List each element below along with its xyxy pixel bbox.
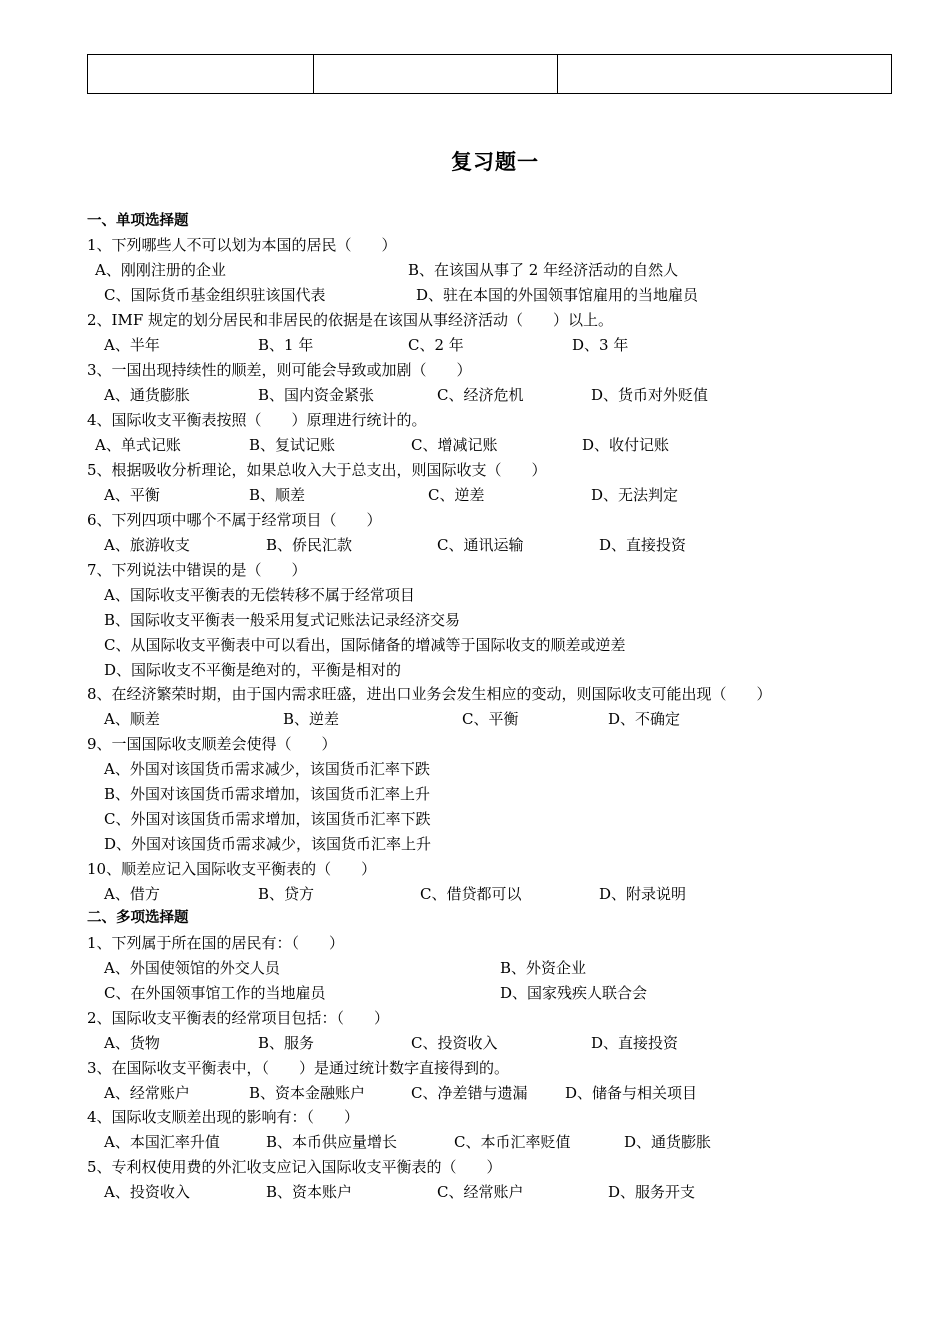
answer-option: D、驻在本国的外国领事馆雇用的当地雇员 bbox=[416, 286, 699, 304]
question-text: 2、国际收支平衡表的经常项目包括：（ ） bbox=[87, 1009, 390, 1027]
answer-option: A、旅游收支 bbox=[104, 536, 190, 554]
answer-option: C、投资收入 bbox=[411, 1034, 498, 1052]
question-text: 2、IMF 规定的划分居民和非居民的依据是在该国从事经济活动（ ）以上。 bbox=[87, 311, 614, 329]
answer-option: C、外国对该国货币需求增加，该国货币汇率下跌 bbox=[104, 810, 431, 828]
answer-option: C、通讯运输 bbox=[437, 536, 524, 554]
question-text: 5、专利权使用费的外汇收支应记入国际收支平衡表的（ ） bbox=[87, 1158, 502, 1176]
question-text: 1、下列属于所在国的居民有：（ ） bbox=[87, 934, 345, 952]
answer-option: A、外国使领馆的外交人员 bbox=[104, 959, 280, 977]
question-text: 7、下列说法中错误的是（ ） bbox=[87, 561, 307, 579]
question-text: 5、根据吸收分析理论，如果总收入大于总支出，则国际收支（ ） bbox=[87, 461, 547, 479]
answer-option: D、国际收支不平衡是绝对的，平衡是相对的 bbox=[104, 661, 402, 679]
answer-option: C、本币汇率贬值 bbox=[454, 1133, 571, 1151]
answer-option: B、1 年 bbox=[258, 336, 314, 354]
answer-option: C、增减记账 bbox=[411, 436, 498, 454]
answer-option: A、投资收入 bbox=[104, 1183, 190, 1201]
question-text: 4、国际收支顺差出现的影响有：（ ） bbox=[87, 1108, 360, 1126]
answer-option: C、逆差 bbox=[428, 486, 485, 504]
answer-option: D、不确定 bbox=[608, 710, 681, 728]
answer-option: D、直接投资 bbox=[591, 1034, 679, 1052]
question-text: 8、在经济繁荣时期，由于国内需求旺盛，进出口业务会发生相应的变动，则国际收支可能出现（ ） bbox=[87, 685, 772, 703]
answer-option: B、贷方 bbox=[258, 885, 315, 903]
answer-option: B、逆差 bbox=[283, 710, 340, 728]
answer-option: D、无法判定 bbox=[591, 486, 679, 504]
answer-option: B、服务 bbox=[258, 1034, 315, 1052]
answer-option: A、借方 bbox=[104, 885, 160, 903]
question-text: 3、在国际收支平衡表中，（ ）是通过统计数字直接得到的。 bbox=[87, 1059, 510, 1077]
answer-option: C、在外国领事馆工作的当地雇员 bbox=[104, 984, 326, 1002]
section-heading-multi-choice: 二、多项选择题 bbox=[87, 910, 189, 926]
answer-option: D、国家残疾人联合会 bbox=[500, 984, 648, 1002]
question-text: 3、一国出现持续性的顺差，则可能会导致或加剧（ ） bbox=[87, 361, 472, 379]
answer-option: B、国际收支平衡表一般采用复式记账法记录经济交易 bbox=[104, 611, 461, 629]
answer-option: C、经常账户 bbox=[437, 1183, 524, 1201]
answer-option: A、货物 bbox=[104, 1034, 160, 1052]
answer-option: A、半年 bbox=[104, 336, 160, 354]
answer-option: D、附录说明 bbox=[599, 885, 687, 903]
answer-option: C、平衡 bbox=[462, 710, 519, 728]
answer-option: D、货币对外贬值 bbox=[591, 386, 709, 404]
answer-option: C、从国际收支平衡表中可以看出，国际储备的增减等于国际收支的顺差或逆差 bbox=[104, 636, 626, 654]
answer-option: A、本国汇率升值 bbox=[104, 1133, 220, 1151]
answer-option: B、国内资金紧张 bbox=[258, 386, 375, 404]
answer-option: B、在该国从事了 2 年经济活动的自然人 bbox=[408, 261, 679, 279]
answer-option: D、储备与相关项目 bbox=[565, 1084, 698, 1102]
answer-option: B、资本账户 bbox=[266, 1183, 353, 1201]
answer-option: C、国际货币基金组织驻该国代表 bbox=[104, 286, 326, 304]
header-table-cell bbox=[314, 55, 558, 93]
answer-option: A、单式记账 bbox=[95, 436, 181, 454]
header-table-cell bbox=[558, 55, 891, 93]
answer-option: A、平衡 bbox=[104, 486, 160, 504]
answer-option: B、顺差 bbox=[249, 486, 306, 504]
answer-option: B、复试记账 bbox=[249, 436, 336, 454]
answer-option: D、通货膨胀 bbox=[624, 1133, 712, 1151]
answer-option: B、外资企业 bbox=[500, 959, 587, 977]
answer-option: D、收付记账 bbox=[582, 436, 670, 454]
answer-option: C、借贷都可以 bbox=[420, 885, 522, 903]
answer-option: A、国际收支平衡表的无偿转移不属于经常项目 bbox=[104, 586, 415, 604]
header-table bbox=[87, 54, 892, 94]
answer-option: B、侨民汇款 bbox=[266, 536, 353, 554]
answer-option: B、本币供应量增长 bbox=[266, 1133, 398, 1151]
answer-option: D、直接投资 bbox=[599, 536, 687, 554]
header-table-cell bbox=[88, 55, 314, 93]
question-text: 9、一国国际收支顺差会使得（ ） bbox=[87, 735, 337, 753]
page-title: 复习题一 bbox=[451, 150, 539, 174]
answer-option: A、外国对该国货币需求减少，该国货币汇率下跌 bbox=[104, 760, 430, 778]
answer-option: C、经济危机 bbox=[437, 386, 524, 404]
answer-option: C、2 年 bbox=[408, 336, 464, 354]
question-text: 1、下列哪些人不可以划为本国的居民（ ） bbox=[87, 236, 397, 254]
answer-option: A、通货膨胀 bbox=[104, 386, 190, 404]
question-text: 10、顺差应记入国际收支平衡表的（ ） bbox=[87, 860, 377, 878]
answer-option: D、外国对该国货币需求减少，该国货币汇率上升 bbox=[104, 835, 432, 853]
answer-option: C、净差错与遗漏 bbox=[411, 1084, 528, 1102]
section-heading-single-choice: 一、单项选择题 bbox=[87, 213, 189, 229]
answer-option: B、外国对该国货币需求增加，该国货币汇率上升 bbox=[104, 785, 431, 803]
answer-option: A、刚刚注册的企业 bbox=[95, 261, 226, 279]
answer-option: A、经常账户 bbox=[104, 1084, 190, 1102]
answer-option: D、服务开支 bbox=[608, 1183, 696, 1201]
answer-option: A、顺差 bbox=[104, 710, 160, 728]
question-text: 6、下列四项中哪个不属于经常项目（ ） bbox=[87, 511, 382, 529]
answer-option: B、资本金融账户 bbox=[249, 1084, 366, 1102]
question-text: 4、国际收支平衡表按照（ ）原理进行统计的。 bbox=[87, 411, 427, 429]
answer-option: D、3 年 bbox=[572, 336, 629, 354]
